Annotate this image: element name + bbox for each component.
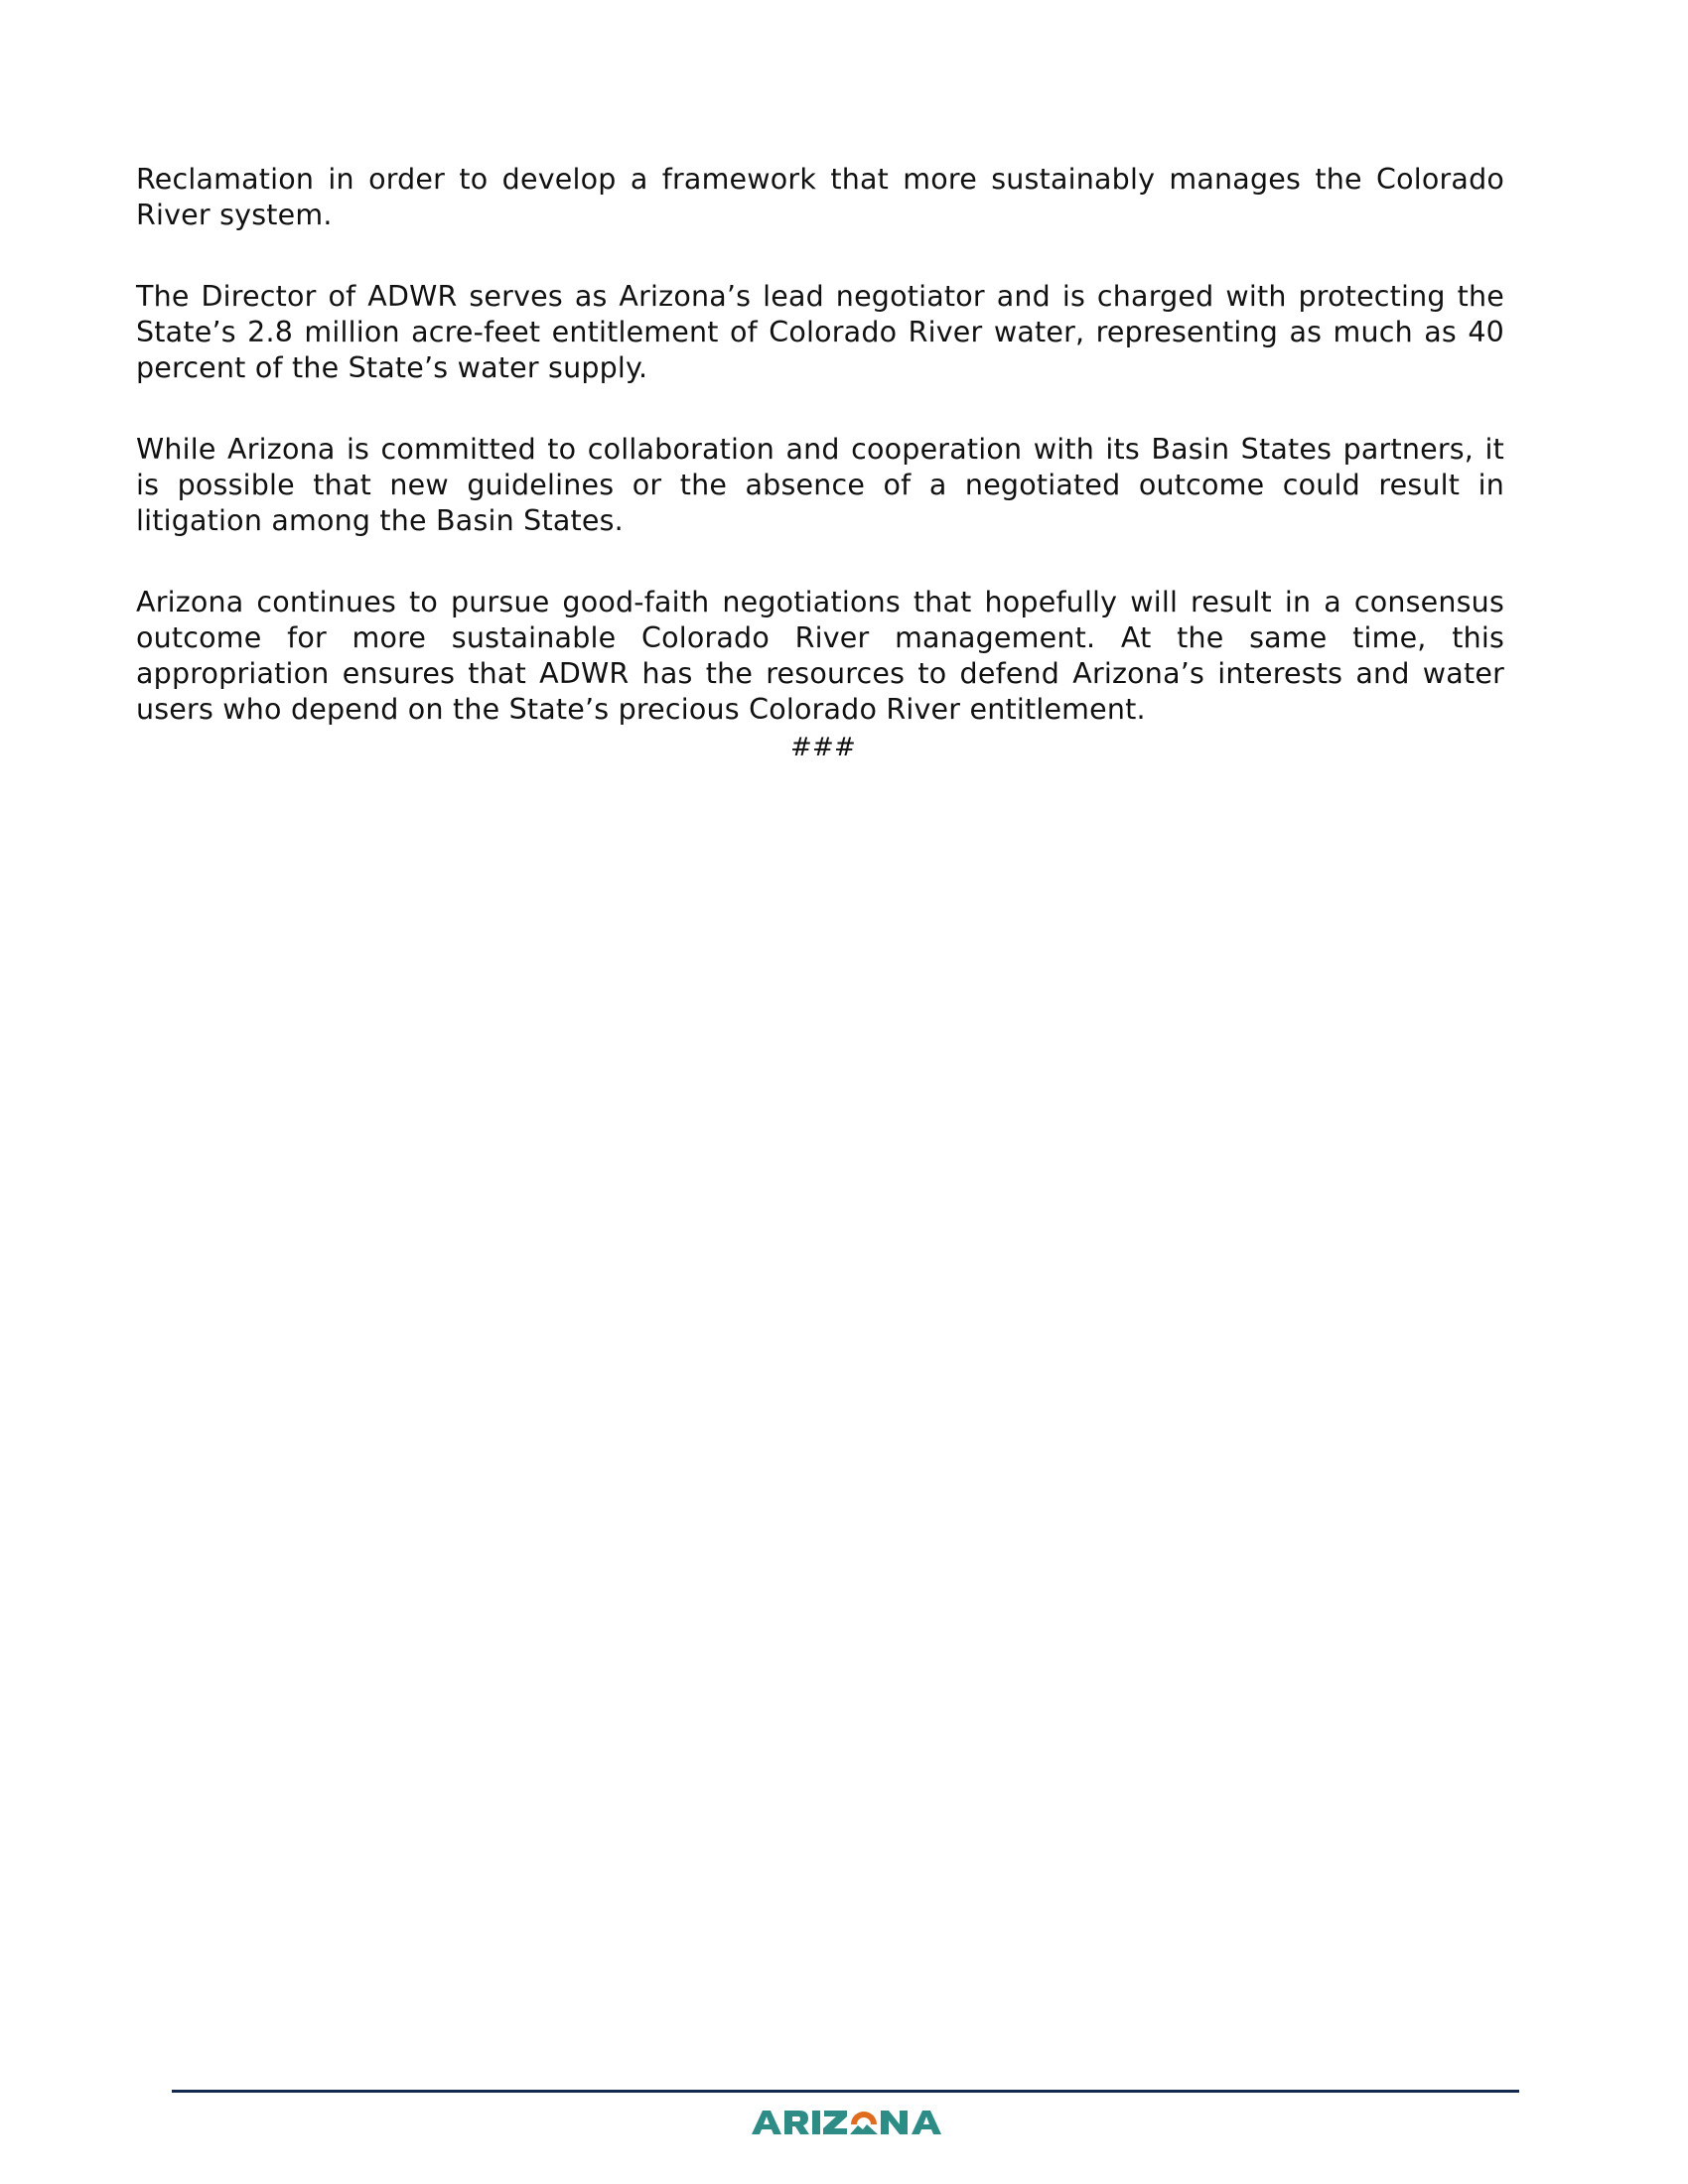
press-release-body: [136, 162, 1504, 765]
paragraph-reclamation: Reclamation in order to develop a framework that more sustainably manages the Colorado River system.: [136, 163, 1504, 231]
paragraph-negotiations: Arizona continues to pursue good-faith negotiations that hopefully will result in a consensus outcome for more sustainable Colorado River management. At the same time, this appropriation ensures that ADWR has the resources to defend Arizona’s interests and water users who depend on the State’s precious Colorado River entitlement.: [136, 586, 1504, 726]
arizona-logo: [750, 2105, 948, 2143]
paragraph-collaboration: While Arizona is committed to collaboration and cooperation with its Basin States partners, it is possible that new guidelines or the absence of a negotiated outcome could result in litigation among the Basin States.: [136, 433, 1504, 537]
end-of-release-mark: ###: [790, 733, 856, 762]
footer-logo: [0, 2105, 1688, 2143]
arizona-sun-mountain-icon: [750, 2105, 948, 2138]
paragraph-director: The Director of ADWR serves as Arizona’s lead negotiator and is charged with protecting the State’s 2.8 million acre-feet entitlement of Colorado River water, representing as much as 40 percent of the State’s water supply.: [136, 280, 1504, 384]
footer-divider: [172, 2090, 1519, 2093]
